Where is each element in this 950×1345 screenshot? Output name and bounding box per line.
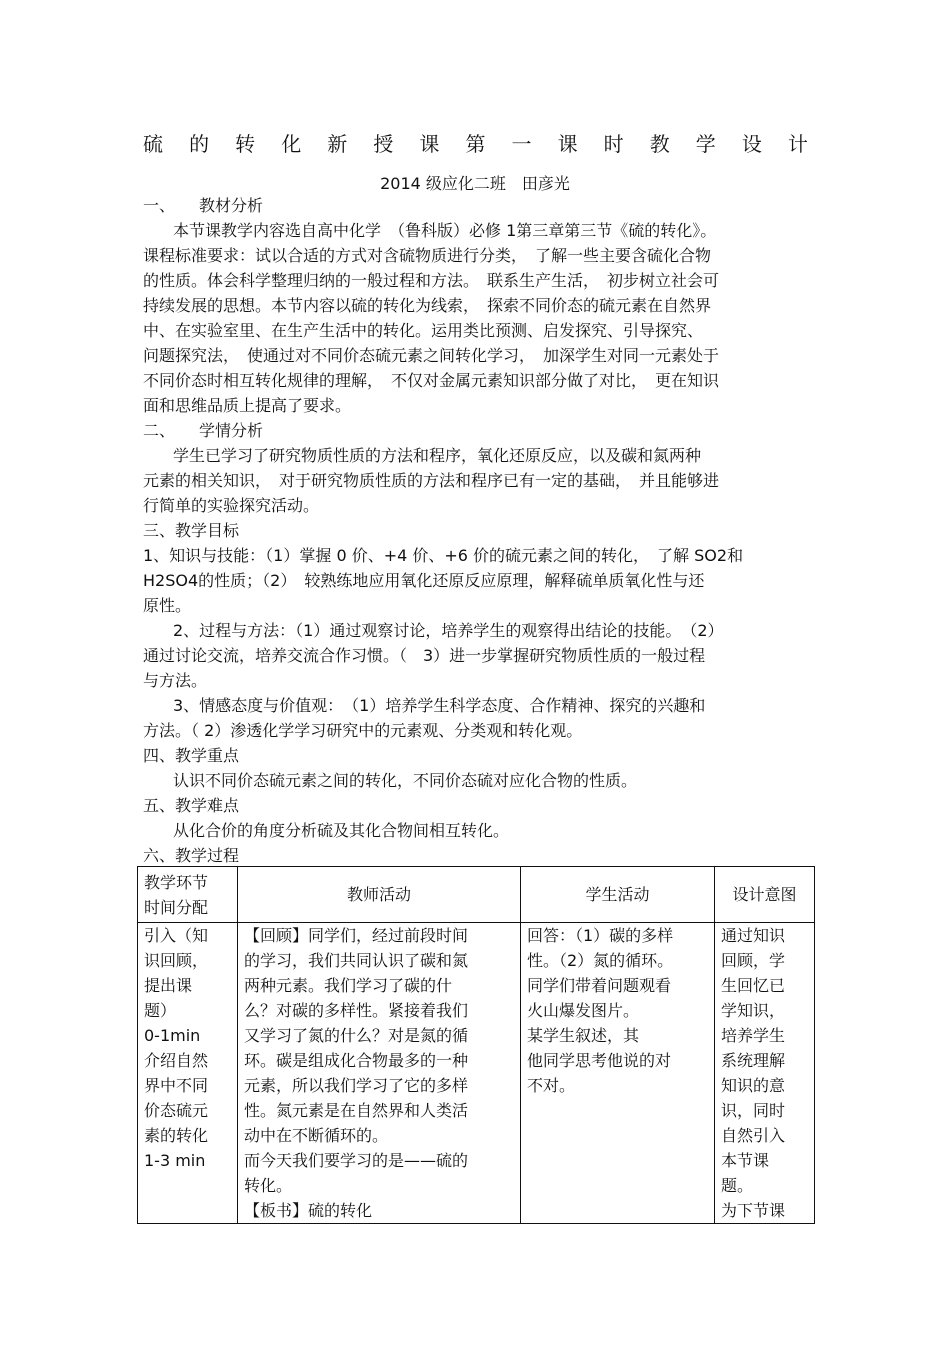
- cell-text-line: 通过知识: [721, 926, 786, 945]
- paragraph-line: 原性。: [143, 596, 192, 615]
- paragraph-line: 问题探究法， 使通过对不同价态硫元素之间转化学习， 加深学生对同一元素处于: [143, 346, 720, 365]
- cell-text-line: 元素，所以我们学习了它的多样: [244, 1076, 469, 1095]
- stage-cell: [138, 923, 238, 1224]
- cell-text-line: 动中在不断循环的。: [244, 1126, 389, 1145]
- title-char: 设: [741, 132, 762, 156]
- paragraph-line: 中、在实验室里、在生产生活中的转化。运用类比预测、启发探究、引导探究、: [143, 321, 704, 340]
- paragraph-line: 课程标准要求：试以合适的方式对含硫物质进行分类， 了解一些主要含硫化合物: [143, 246, 712, 265]
- title-char: 学: [695, 132, 716, 156]
- cell-text-line: 1-3 min: [144, 1151, 206, 1170]
- cell-text-line: 引入（知: [144, 926, 209, 945]
- header-design-intent: 设计意图: [715, 867, 815, 923]
- paragraph-line: 3、情感态度与价值观： （1）培养学生科学态度、合作精神、探究的兴趣和: [173, 696, 706, 715]
- cell-text-line: 学知识，: [721, 1001, 786, 1020]
- document-title: [143, 128, 808, 157]
- cell-text-line: 生回忆已: [721, 976, 786, 995]
- title-char: 课: [419, 132, 440, 156]
- cell-text-line: 题。: [721, 1176, 754, 1195]
- paragraph-line: 学生已学习了研究物质性质的方法和程序，氧化还原反应，以及碳和氮两种: [173, 446, 702, 465]
- paragraph-line: 三、教学目标: [143, 521, 240, 540]
- cell-text-line: 转化。: [244, 1176, 293, 1195]
- title-char: 化: [281, 132, 302, 156]
- cell-text-line: 【回顾】同学们，经过前段时间: [244, 926, 469, 945]
- cell-text-line: 培养学生: [721, 1026, 786, 1045]
- cell-text-line: 而今天我们要学习的是——硫的: [244, 1151, 469, 1170]
- paragraph-line: 的性质。体会科学整理归纳的一般过程和方法。 联系生产生活， 初步树立社会可: [143, 271, 720, 290]
- header-teacher-activity: 教师活动: [238, 867, 521, 923]
- cell-text-line: 的学习，我们共同认识了碳和氮: [244, 951, 469, 970]
- cell-text-line: 他同学思考他说的对: [527, 1051, 672, 1070]
- cell-text-line: 某学生叙述，其: [527, 1026, 640, 1045]
- cell-text-line: 题）: [144, 1001, 177, 1020]
- title-char: 课: [557, 132, 578, 156]
- title-char: 计: [787, 132, 808, 156]
- cell-text-line: 么？对碳的多样性。紧接着我们: [244, 1001, 469, 1020]
- design-intent-cell: [715, 923, 815, 1224]
- cell-text-line: 【板书】硫的转化: [244, 1201, 373, 1220]
- cell-text-line: 同学们带着问题观看: [527, 976, 672, 995]
- header-stage-label: 教学环节: [144, 872, 209, 892]
- paragraph-line: 四、教学重点: [143, 746, 240, 765]
- paragraph-line: 不同价态时相互转化规律的理解， 不仅对金属元素知识部分做了对比， 更在知识: [143, 371, 720, 390]
- paragraph-line: H2SO4的性质；（2） 较熟练地应用氧化还原反应原理，解释硫单质氧化性与还: [143, 571, 705, 590]
- paragraph-line: 元素的相关知识， 对于研究物质性质的方法和程序已有一定的基础， 并且能够进: [143, 471, 720, 490]
- paragraph-line: 面和思维品质上提高了要求。: [143, 396, 352, 415]
- paragraph-line: 方法。（ 2）渗透化学学习研究中的元素观、分类观和转化观。: [143, 721, 583, 740]
- paragraph-line: 六、教学过程: [143, 846, 240, 865]
- header-stage-time: [138, 867, 238, 923]
- cell-text-line: 价态硫元: [144, 1101, 209, 1120]
- paragraph-line: 2、过程与方法：（1）通过观察讨论，培养学生的观察得出结论的技能。 （2）: [173, 621, 724, 640]
- cell-text-line: 识回顾，: [144, 951, 209, 970]
- cell-text-line: 提出课: [144, 976, 193, 995]
- teaching-process-table: [137, 866, 815, 1224]
- cell-text-line: 不对。: [527, 1076, 576, 1095]
- title-char: 时: [603, 132, 624, 156]
- header-student-activity: 学生活动: [521, 867, 715, 923]
- header-time-label: 时间分配: [144, 897, 209, 917]
- paragraph-line: 通过讨论交流，培养交流合作习惯。（ 3）进一步掌握研究物质性质的一般过程: [143, 646, 706, 665]
- cell-text-line: 两种元素。我们学习了碳的什: [244, 976, 453, 995]
- cell-text-line: 界中不同: [144, 1076, 209, 1095]
- title-char: 转: [235, 132, 256, 156]
- title-char: 新: [327, 132, 348, 156]
- student-activity-cell: [521, 923, 715, 1224]
- paragraph-line: 一、 教材分析: [143, 196, 264, 215]
- paragraph-line: 五、教学难点: [143, 796, 240, 815]
- paragraph-line: 与方法。: [143, 671, 208, 690]
- document-subtitle: 2014 级应化二班 田彦光: [380, 174, 570, 193]
- title-char: 硫: [143, 132, 163, 156]
- title-char: 的: [189, 132, 210, 156]
- paragraph-line: 1、知识与技能：（1）掌握 0 价、+4 价、+6 价的硫元素之间的转化， 了解 SO2和: [143, 546, 744, 565]
- cell-text-line: 又学习了氮的什么？对是氮的循: [244, 1026, 469, 1045]
- paragraph-line: 认识不同价态硫元素之间的转化，不同价态硫对应化合物的性质。: [173, 771, 638, 790]
- cell-text-line: 回答：（1）碳的多样: [527, 926, 674, 945]
- paragraph-line: 本节课教学内容选自高中化学 （鲁科版）必修 1第三章第三节《硫的转化》。: [173, 221, 717, 240]
- paragraph-line: 行简单的实验探究活动。: [143, 496, 320, 515]
- cell-text-line: 介绍自然: [144, 1051, 209, 1070]
- cell-text-line: 性。（2）氮的循环。: [527, 951, 674, 970]
- paragraph-line: 持续发展的思想。本节内容以硫的转化为线索， 探索不同价态的硫元素在自然界: [143, 296, 712, 315]
- cell-text-line: 素的转化: [144, 1126, 209, 1145]
- cell-text-line: 本节课: [721, 1151, 770, 1170]
- cell-text-line: 自然引入: [721, 1126, 786, 1145]
- cell-text-line: 为下节课: [721, 1201, 786, 1220]
- cell-text-line: 0-1min: [144, 1026, 201, 1045]
- cell-text-line: 火山爆发图片。: [527, 1001, 640, 1020]
- title-char: 授: [373, 132, 394, 156]
- paragraph-line: 从化合价的角度分析硫及其化合物间相互转化。: [173, 821, 510, 840]
- cell-text-line: 识，同时: [721, 1101, 786, 1120]
- paragraph-line: 二、 学情分析: [143, 421, 264, 440]
- table-row: [138, 923, 815, 1224]
- cell-text-line: 系统理解: [721, 1051, 786, 1070]
- cell-text-line: 环。碳是组成化合物最多的一种: [244, 1051, 469, 1070]
- title-char: 第: [465, 132, 486, 156]
- cell-text-line: 回顾，学: [721, 951, 786, 970]
- table-header-row: [138, 867, 815, 923]
- title-char: 教: [649, 132, 670, 156]
- teacher-activity-cell: [238, 923, 521, 1224]
- title-char: 一: [511, 132, 532, 156]
- cell-text-line: 知识的意: [721, 1076, 786, 1095]
- cell-text-line: 性。氮元素是在自然界和人类活: [244, 1101, 469, 1120]
